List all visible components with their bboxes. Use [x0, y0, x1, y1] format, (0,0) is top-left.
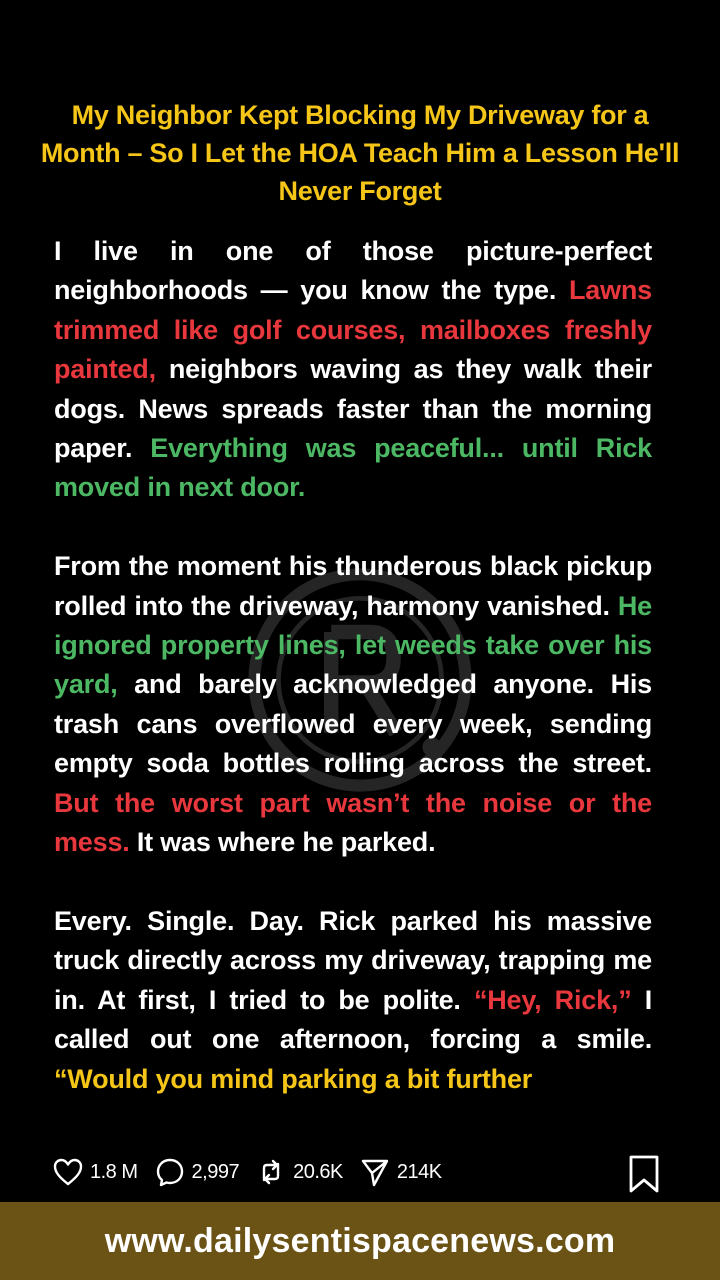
share-button[interactable]	[359, 1156, 442, 1188]
text-segment: But the worst part wasn’t the noise or the mess.	[54, 787, 652, 858]
heart-icon	[52, 1156, 84, 1188]
text-segment: He ignored property lines, let weeds take over his yard,	[54, 590, 652, 700]
repost-count: 20.6K	[293, 1160, 343, 1183]
bookmark-icon[interactable]	[626, 1154, 662, 1194]
article-body	[54, 232, 652, 1138]
like-count: 1.8 M	[90, 1160, 138, 1183]
text-segment: “Hey, Rick,”	[473, 984, 632, 1015]
post-title: My Neighbor Kept Blocking My Driveway for a Month – So I Let the HOA Teach Him a Lesson He'll Never Forget	[40, 100, 680, 206]
text-segment: Lawns trimmed like golf courses, mailboxes freshly painted,	[54, 275, 652, 385]
repost-icon	[255, 1156, 287, 1188]
footer-url[interactable]: www.dailysentispacenews.com	[104, 1221, 616, 1260]
text-segment: “Would you mind parking a bit further	[54, 1063, 533, 1094]
action-bar	[52, 1150, 662, 1194]
text-segment: I live in one of those picture-perfect neighborhoods — you know the type.	[54, 236, 652, 306]
comment-button[interactable]	[154, 1156, 240, 1188]
comment-count: 2,997	[191, 1160, 240, 1183]
share-count: 214K	[396, 1160, 442, 1183]
text-segment: and barely acknowledged anyone. His trash cans overflowed every week, sending empty soda bottles rolling across the street.	[54, 669, 652, 779]
text-segment: neighbors waving as they walk their dogs. News spreads faster than the morning paper.	[54, 354, 652, 464]
share-icon	[359, 1156, 391, 1188]
text-segment: Every. Single. Day. Rick parked his massive truck directly across my driveway, trapping me in. At first, I tried to be polite.	[54, 905, 652, 1015]
article-paragraph	[54, 232, 652, 508]
text-segment: It was where he parked.	[129, 827, 436, 858]
text-segment: From the moment his thunderous black pickup rolled into the driveway, harmony vanished.	[54, 551, 652, 621]
comment-icon	[154, 1156, 186, 1188]
article-paragraph	[54, 902, 652, 1099]
like-button[interactable]	[52, 1156, 138, 1188]
text-segment: I called out one afternoon, forcing a smile.	[54, 984, 652, 1055]
repost-button[interactable]	[255, 1156, 343, 1188]
footer-banner	[0, 1202, 720, 1280]
article-paragraph	[54, 547, 652, 862]
text-segment: Everything was peaceful... until Rick moved in next door.	[54, 433, 652, 503]
